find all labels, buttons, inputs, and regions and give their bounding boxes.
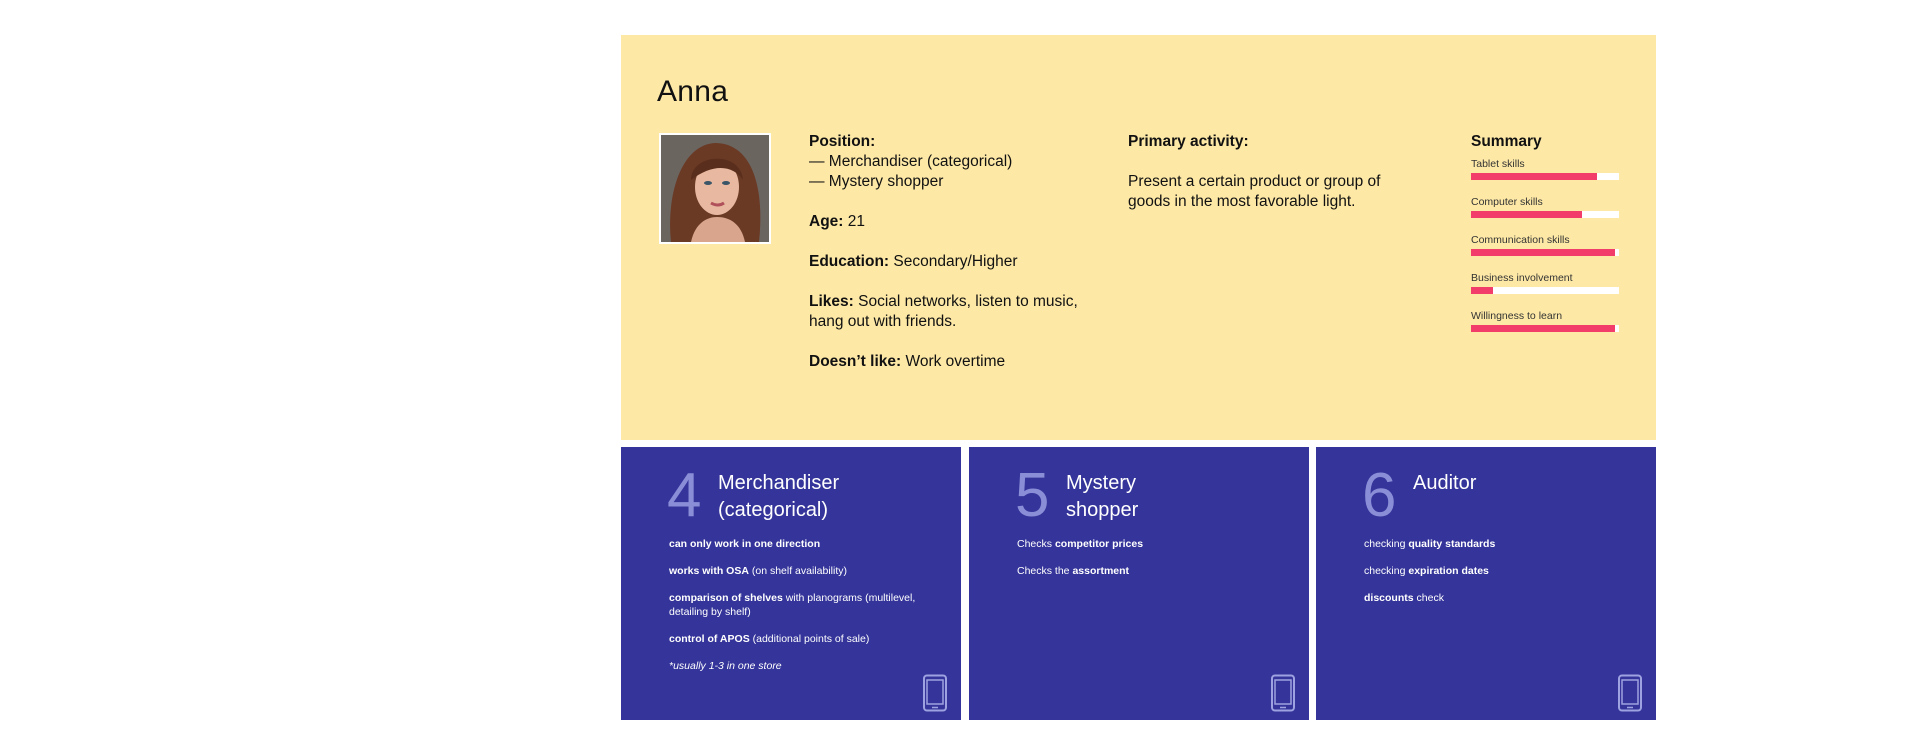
duty-text: control of APOS: [669, 633, 750, 645]
skill-bar-track: [1471, 249, 1619, 256]
duty-text: Checks: [1017, 538, 1055, 550]
role-card: [621, 447, 961, 720]
role-title: [1413, 470, 1643, 497]
duty-text: can only work in one direction: [669, 538, 821, 550]
persona-card: [621, 35, 1656, 440]
skill-label: Computer skills: [1471, 196, 1543, 208]
skill-row: [1471, 196, 1621, 218]
role-title: [718, 470, 948, 524]
skill-bar-fill: [1471, 287, 1493, 294]
duty-text: *usually 1-3 in one store: [669, 660, 782, 672]
duty-line: [669, 632, 939, 646]
role-title-line: Merchandiser: [718, 472, 840, 494]
duty-text: expiration dates: [1408, 565, 1489, 577]
role-number: 5: [1015, 461, 1050, 530]
skill-bar-fill: [1471, 173, 1597, 180]
skill-list: [1471, 158, 1621, 332]
duty-line: [1017, 564, 1287, 578]
dislikes-label: Doesn’t like:: [809, 353, 902, 370]
persona-info: [809, 132, 1109, 392]
skill-bar-track: [1471, 173, 1619, 180]
duty-text: works with OSA: [669, 565, 749, 577]
education-label: Education:: [809, 253, 890, 270]
role-number: 4: [667, 461, 702, 530]
skill-bar-fill: [1471, 325, 1615, 332]
likes-value: Social networks, listen to music, hang out with friends.: [809, 293, 1078, 330]
duty-line: [669, 591, 939, 619]
duty-text: checking: [1364, 538, 1409, 550]
duty-line: [669, 659, 939, 673]
skill-bar-fill: [1471, 249, 1615, 256]
duty-line: [1364, 537, 1634, 551]
role-duties: [1017, 537, 1287, 591]
duty-text: discounts: [1364, 592, 1414, 604]
role-title-line: (categorical): [718, 499, 829, 521]
phone-icon: [1617, 674, 1643, 712]
duty-text: competitor prices: [1054, 538, 1144, 550]
role-number: 6: [1362, 461, 1397, 530]
duty-text: quality standards: [1408, 538, 1496, 550]
duty-line: [669, 537, 939, 551]
duty-text: assortment: [1072, 565, 1130, 577]
role-title: [1066, 470, 1296, 524]
skill-label: Tablet skills: [1471, 158, 1525, 170]
avatar: [659, 133, 771, 244]
duty-text: check: [1413, 592, 1444, 604]
dislikes-row: [809, 352, 1109, 372]
skill-row: [1471, 272, 1621, 294]
skill-row: [1471, 310, 1621, 332]
position-line: — Mystery shopper: [809, 173, 944, 190]
phone-icon: [1270, 674, 1296, 712]
age-row: [809, 212, 1109, 232]
skill-label: Business involvement: [1471, 272, 1573, 284]
role-duties: [669, 537, 939, 686]
duty-text: checking: [1364, 565, 1409, 577]
duty-line: [1364, 591, 1634, 605]
role-card: [1316, 447, 1656, 720]
phone-icon: [922, 674, 948, 712]
persona-name: Anna: [657, 75, 729, 108]
skill-bar-track: [1471, 211, 1619, 218]
position-line: — Merchandiser (categorical): [809, 153, 1013, 170]
role-duties: [1364, 537, 1634, 618]
duty-line: [1017, 537, 1287, 551]
duty-text: (on shelf availability): [748, 565, 847, 577]
dislikes-value: Work overtime: [905, 353, 1006, 370]
role-card: [969, 447, 1309, 720]
primary-activity: [1128, 132, 1398, 212]
skill-bar-track: [1471, 287, 1619, 294]
duty-line: [669, 564, 939, 578]
position-label: Position:: [809, 133, 876, 150]
summary: [1471, 132, 1621, 348]
position-block: [809, 132, 1109, 192]
role-title-line: shopper: [1066, 499, 1139, 521]
age-value: 21: [847, 213, 866, 230]
skill-bar-track: [1471, 325, 1619, 332]
education-value: Secondary/Higher: [893, 253, 1018, 270]
duty-text: Checks the: [1017, 565, 1073, 577]
role-title-line: Auditor: [1413, 472, 1477, 494]
duty-text: (additional points of sale): [749, 633, 870, 645]
duty-text: comparison of shelves: [669, 592, 783, 604]
skill-label: Willingness to learn: [1471, 310, 1563, 322]
skill-bar-fill: [1471, 211, 1582, 218]
likes-row: [809, 292, 1109, 332]
duty-line: [1364, 564, 1634, 578]
activity-label: Primary activity:: [1128, 133, 1249, 150]
education-row: [809, 252, 1109, 272]
role-title-line: Mystery: [1066, 472, 1136, 494]
summary-label: Summary: [1471, 133, 1542, 150]
duty-text: with planograms (multilevel, detailing by shelf): [669, 592, 916, 618]
skill-row: [1471, 158, 1621, 180]
age-label: Age:: [809, 213, 844, 230]
skill-label: Communication skills: [1471, 234, 1570, 246]
skill-row: [1471, 234, 1621, 256]
likes-label: Likes:: [809, 293, 854, 310]
activity-value: Present a certain product or group of goods in the most favorable light.: [1128, 173, 1381, 210]
